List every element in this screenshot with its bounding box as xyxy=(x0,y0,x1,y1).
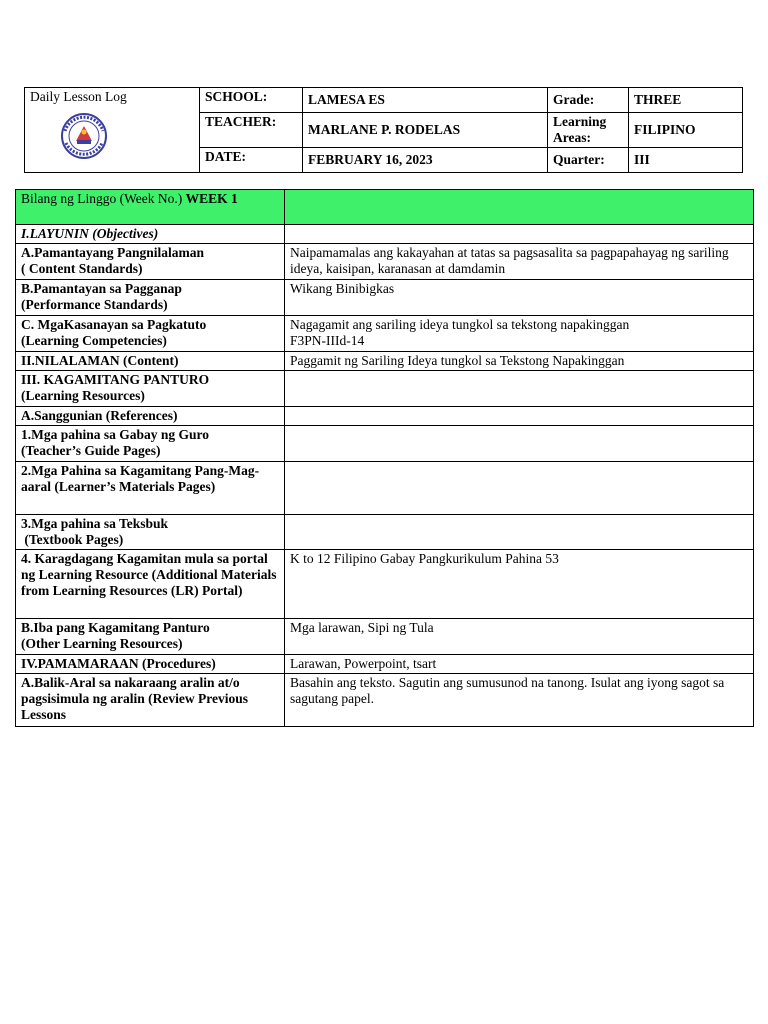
school-value: LAMESA ES xyxy=(303,88,548,113)
table-row xyxy=(16,244,754,280)
header-table xyxy=(24,87,743,173)
table-row xyxy=(16,407,754,426)
other-resources-label xyxy=(16,619,285,655)
learning-competencies-label xyxy=(16,316,285,352)
deped-seal-icon xyxy=(56,113,112,159)
content-value: Paggamit ng Sariling Ideya tungkol sa Tekstong Napakinggan xyxy=(285,352,754,371)
teachers-guide-value xyxy=(285,426,754,462)
teachers-guide-line1: 1.Mga pahina sa Gabay ng Guro xyxy=(21,427,210,442)
content-standards-label xyxy=(16,244,285,280)
review-lessons-value: Basahin ang teksto. Sagutin ang sumusunod na tanong. Isulat ang iyong sagot sa sagutang papel. xyxy=(285,674,754,727)
learning-areas-label-line2: Areas: xyxy=(553,130,591,145)
performance-standards-line1: B.Pamantayan sa Pagganap xyxy=(21,281,182,296)
learning-resources-value xyxy=(285,371,754,407)
learning-resources-line2: (Learning Resources) xyxy=(21,388,145,403)
week-number-cell xyxy=(16,190,285,225)
procedures-value: Larawan, Powerpoint, tsart xyxy=(285,655,754,674)
learners-materials-value xyxy=(285,462,754,515)
date-label: DATE: xyxy=(200,148,303,173)
table-row xyxy=(16,190,754,225)
other-resources-line2: (Other Learning Resources) xyxy=(21,636,183,651)
table-row xyxy=(16,515,754,550)
teacher-label: TEACHER: xyxy=(200,113,303,148)
content-standards-line2: ( Content Standards) xyxy=(21,261,143,276)
content-label: II.NILALAMAN (Content) xyxy=(16,352,285,371)
performance-standards-label xyxy=(16,280,285,316)
table-row xyxy=(16,550,754,619)
performance-standards-line2: (Performance Standards) xyxy=(21,297,168,312)
content-standards-line1: A.Pamantayang Pangnilalaman xyxy=(21,245,205,260)
additional-materials-value: K to 12 Filipino Gabay Pangkurikulum Pahina 53 xyxy=(285,550,754,619)
learning-competencies-text: Nagagamit ang sariling ideya tungkol sa tekstong napakinggan xyxy=(290,317,630,332)
textbook-pages-line2: (Textbook Pages) xyxy=(21,532,124,547)
table-row xyxy=(16,352,754,371)
learning-resources-label xyxy=(16,371,285,407)
learning-areas-label-line1: Learning xyxy=(553,114,607,129)
lesson-log-title: Daily Lesson Log xyxy=(30,89,127,104)
references-value xyxy=(285,407,754,426)
learning-competencies-code: F3PN-IIId-14 xyxy=(290,333,365,348)
objectives-header: I.LAYUNIN (Objectives) xyxy=(16,225,285,244)
textbook-pages-line1: 3.Mga pahina sa Teksbuk xyxy=(21,516,169,531)
grade-label: Grade: xyxy=(548,88,629,113)
additional-materials-label: 4. Karagdagang Kagamitan mula sa portal ng Learning Resource (Additional Materials from Learning Resources (LR) Portal) xyxy=(16,550,285,619)
teacher-value: MARLANE P. RODELAS xyxy=(303,113,548,148)
textbook-pages-label xyxy=(16,515,285,550)
references-label: A.Sanggunian (References) xyxy=(16,407,285,426)
table-row xyxy=(16,280,754,316)
week-number-label: Bilang ng Linggo (Week No.) xyxy=(21,191,186,206)
teachers-guide-line2: (Teacher’s Guide Pages) xyxy=(21,443,161,458)
lesson-table xyxy=(15,189,754,727)
table-row xyxy=(16,371,754,407)
learning-areas-value: FILIPINO xyxy=(629,113,743,148)
learning-resources-line1: III. KAGAMITANG PANTURO xyxy=(21,372,210,387)
table-row xyxy=(16,225,754,244)
table-row xyxy=(16,426,754,462)
table-row xyxy=(16,619,754,655)
learning-areas-label xyxy=(548,113,629,148)
lesson-log-title-cell xyxy=(25,88,200,173)
learning-competencies-line2: (Learning Competencies) xyxy=(21,333,167,348)
learning-competencies-line1: C. MgaKasanayan sa Pagkatuto xyxy=(21,317,207,332)
quarter-value: III xyxy=(629,148,743,173)
review-lessons-label: A.Balik-Aral sa nakaraang aralin at/o pagsisimula ng aralin (Review Previous Lessons xyxy=(16,674,285,727)
performance-standards-value: Wikang Binibigkas xyxy=(285,280,754,316)
other-resources-line1: B.Iba pang Kagamitang Panturo xyxy=(21,620,210,635)
content-standards-value: Naipamamalas ang kakayahan at tatas sa pagsasalita sa pagpapahayag ng sariling ideya, kaisipan, karanasan at damdamin xyxy=(285,244,754,280)
table-row xyxy=(16,316,754,352)
table-row xyxy=(16,462,754,515)
grade-value: THREE xyxy=(629,88,743,113)
week-number-value: WEEK 1 xyxy=(185,191,238,206)
learners-materials-label: 2.Mga Pahina sa Kagamitang Pang-Mag-aaral (Learner’s Materials Pages) xyxy=(16,462,285,515)
school-label: SCHOOL: xyxy=(200,88,303,113)
textbook-pages-value xyxy=(285,515,754,550)
teachers-guide-label xyxy=(16,426,285,462)
learning-competencies-value xyxy=(285,316,754,352)
objectives-answer xyxy=(285,225,754,244)
table-row xyxy=(16,674,754,727)
week-number-answer xyxy=(285,190,754,225)
table-row xyxy=(16,655,754,674)
quarter-label: Quarter: xyxy=(548,148,629,173)
date-value: FEBRUARY 16, 2023 xyxy=(303,148,548,173)
other-resources-value: Mga larawan, Sipi ng Tula xyxy=(285,619,754,655)
procedures-label: IV.PAMAMARAAN (Procedures) xyxy=(16,655,285,674)
